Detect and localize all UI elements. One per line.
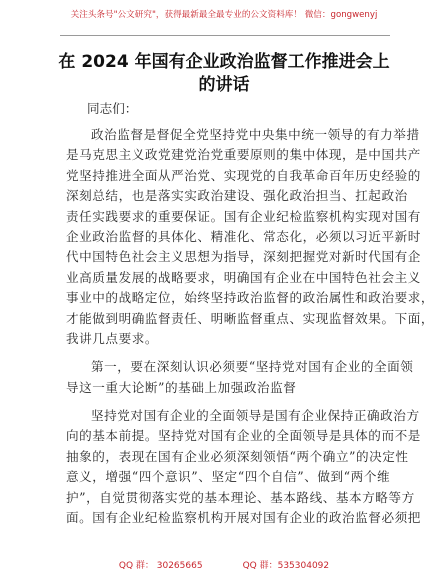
body-line: 才能做到明确监督责任、明晰监督重点、实现监督效果。下面，	[66, 310, 435, 326]
body-line: 护”，自觉贯彻落实党的基本理论、基本路线、基本方略等方	[66, 489, 415, 505]
document-body	[66, 125, 435, 528]
header-divider	[60, 35, 390, 36]
body-line: 企业政治监督的具体化、精准化、常态化，必须以习近平新时	[66, 228, 421, 244]
footer-qq-group-2: QQ 群：535304092	[242, 561, 330, 571]
body-line: 我讲几点要求。	[66, 330, 159, 346]
body-line: 责任实践要求的重要保证。国有企业纪检监察机构实现对国有	[66, 208, 421, 224]
body-line: 向的基本前提。坚持党对国有企业的全面领导是具体的而不是	[66, 428, 421, 444]
body-line: 深刻总结，也是落实实政治建设、强化政治担当、扛起政治	[66, 188, 408, 204]
body-line: 代中国特色社会主义思想为指导，深刻把握党对新时代国有企	[66, 249, 421, 265]
body-line: 坚持党对国有企业的全面领导是国有企业保持正确政治方	[91, 408, 420, 424]
section-heading-line: 导这一重大论断”的基础上加强政治监督	[66, 379, 297, 395]
body-line: 党坚持推进全面从严治党、实现党的自我革命百年历史经验的	[66, 167, 421, 183]
body-line: 业高质量发展的战略要求，明确国有企业在中国特色社会主义	[66, 269, 421, 285]
body-line: 政治监督是督促全党坚持党中央集中统一领导的有力举措	[91, 127, 420, 142]
footer-qq-group-1: QQ 群： 30265665	[118, 561, 203, 571]
body-line: 事业中的战略定位，始终坚持政治监督的政治属性和政治要求，	[66, 290, 435, 306]
footer-contact	[0, 558, 448, 571]
promo-banner: 关注头条号"公文研究"，获得最新最全最专业的公文资料库！ 微信：gongwenyj	[70, 10, 378, 20]
document-title: 在 2024 年国有企业政治监督工作推进会上的讲话	[58, 52, 390, 95]
body-line: 面。国有企业纪检监察机构开展对国有企业的政治监督必须把	[66, 510, 421, 526]
body-line: 抽象的，表现在国有企业必须深刻领悟“两个确立”的决定性	[66, 448, 409, 464]
salutation: 同志们：	[87, 101, 138, 116]
body-line: 是马克思主义政党建党治党重要原则的集中体现，是中国共产	[66, 147, 421, 163]
body-line: 意义，增强“四个意识”、坚定“四个自信”、做到“两个维	[66, 469, 391, 485]
section-heading-line: 第一，要在深刻认识必须要“坚持党对国有企业的全面领	[91, 359, 414, 375]
